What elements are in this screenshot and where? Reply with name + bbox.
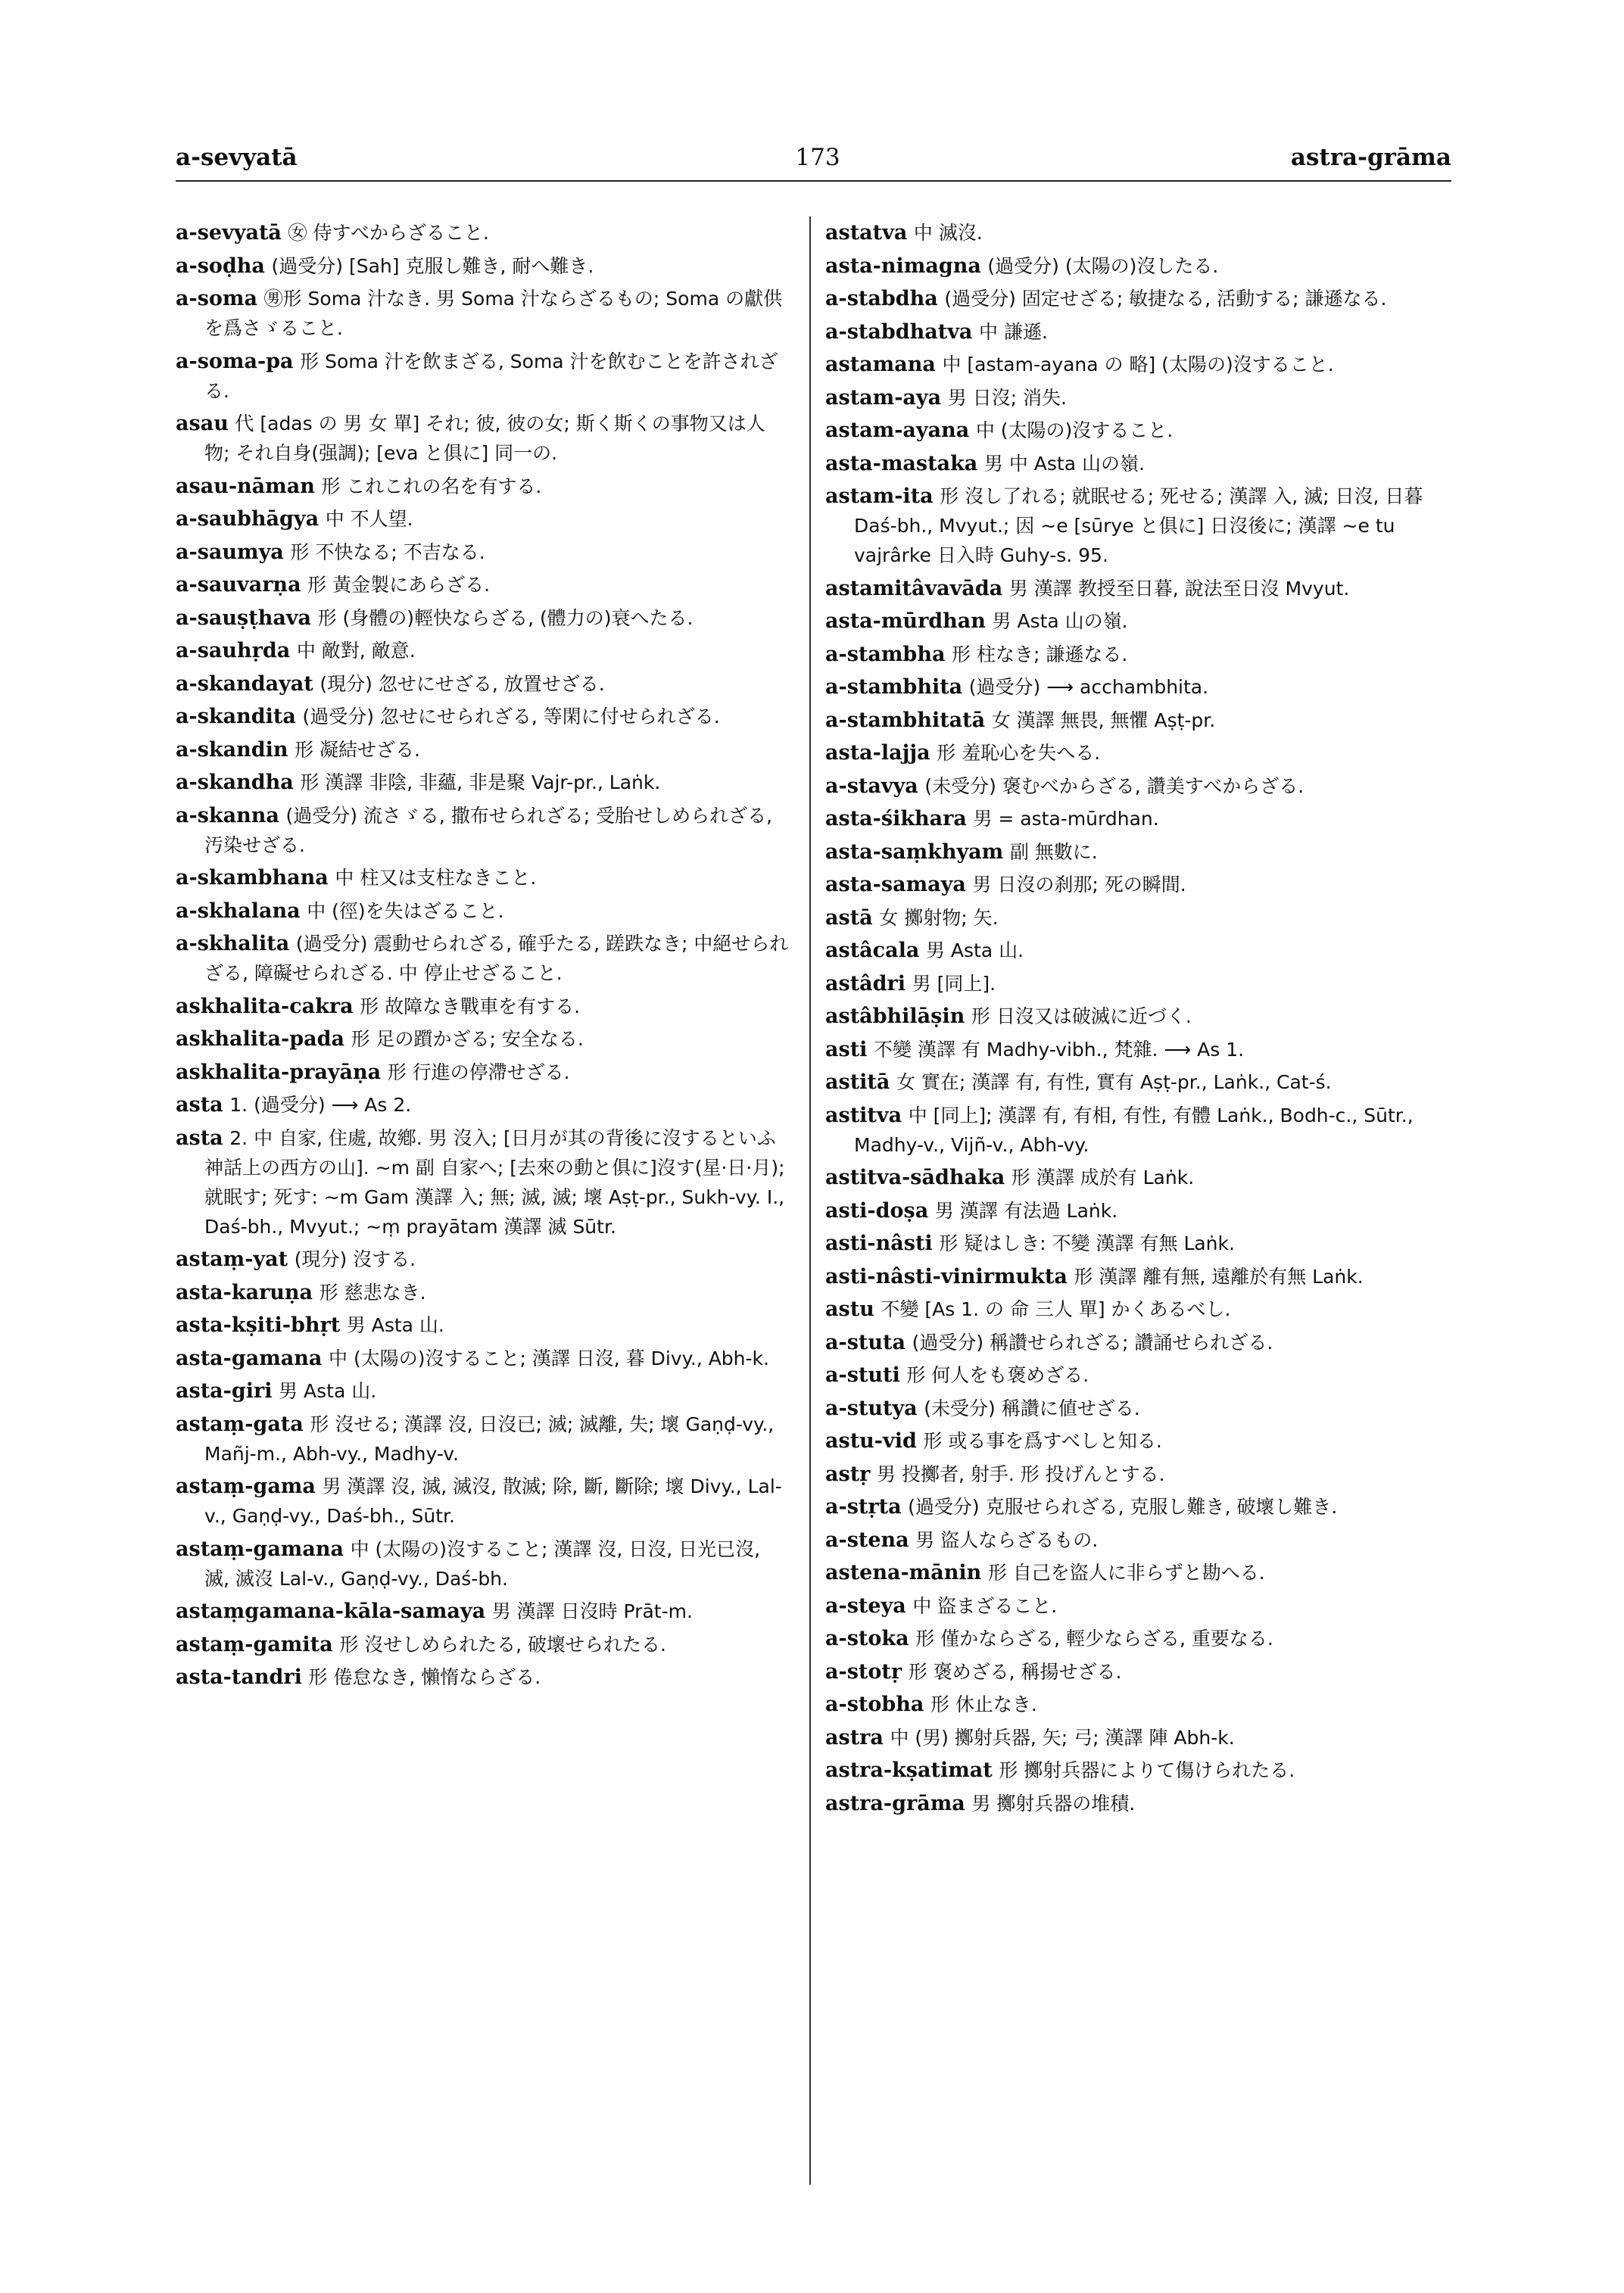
- entry-definition: 女 擲射物; 矢.: [879, 906, 999, 929]
- left-column: [176, 218, 789, 1696]
- entry-definition: 男 Asta 山の嶺.: [992, 610, 1128, 632]
- dictionary-entry: [825, 1229, 1448, 1258]
- entry-headword: astitva-sādhaka: [825, 1166, 1005, 1189]
- dictionary-entry: [825, 1789, 1448, 1818]
- entry-headword: a-stṛta: [825, 1495, 902, 1519]
- entry-definition: 形 足の躓かざる; 安全なる.: [351, 1028, 584, 1050]
- entry-headword: a-skanna: [176, 803, 279, 827]
- dictionary-entry: [176, 896, 789, 926]
- entry-headword: a-skhalana: [176, 899, 301, 923]
- entry-definition: ㊛ 侍すべからざること.: [288, 222, 489, 244]
- dictionary-entry: [825, 1035, 1448, 1064]
- entry-headword: a-soma: [176, 287, 257, 310]
- entry-definition: 形 柱なき; 謙遜なる.: [952, 643, 1128, 665]
- dictionary-entry: [176, 570, 789, 600]
- entry-definition: 中 柱又は支柱なきこと.: [335, 867, 537, 889]
- entry-definition: (過受分) 震動せられざる, 確乎たる, 蹉跌なき; 中絕せられざる, 障礙せられざる. 中 停止せざること.: [204, 933, 789, 984]
- dictionary-entry: [176, 1123, 789, 1242]
- entry-definition: 中 不人望.: [325, 508, 413, 530]
- dictionary-entry: [176, 347, 789, 406]
- entry-definition: 男 漢譯 日沒時 Prāt-m.: [491, 1600, 693, 1622]
- entry-definition: 形 これこれの名を有する.: [321, 475, 542, 497]
- entry-headword: a-soḍha: [176, 254, 265, 278]
- entry-definition: 形 沒し了れる; 就眠せる; 死せる; 漢譯 入, 滅; 日沒, 日暮 Daś-bh., Mvyut.; 因 ∼e [sūrye と俱に] 日沒後に; 漢譯 ∼e tu vajrârke 日入時 Guhy-s. 95.: [854, 485, 1423, 566]
- entry-headword: a-stutya: [825, 1396, 918, 1420]
- dictionary-entry: [825, 1262, 1448, 1291]
- entry-definition: 男 漢譯 沒, 滅, 滅沒, 散滅; 除, 斷, 斷除; 壞 Divy., Lal-v., Gaṇḍ-vy., Daś-bh., Sūtr.: [204, 1475, 782, 1527]
- dictionary-entry: [176, 1376, 789, 1406]
- entry-headword: askhalita-cakra: [176, 994, 354, 1018]
- entry-headword: a-stuta: [825, 1330, 906, 1354]
- entry-headword: astamana: [825, 353, 936, 376]
- entry-definition: 形 自己を盜人に非らずと勘へる.: [987, 1562, 1265, 1584]
- entry-definition: 不變 [As 1. の 命 三人 單] かくあるべし.: [881, 1298, 1231, 1320]
- page-number: 173: [795, 144, 840, 171]
- entry-headword: asta-tandri: [176, 1665, 302, 1689]
- dictionary-entry: [176, 603, 789, 633]
- entry-headword: a-skambhana: [176, 866, 329, 889]
- dictionary-entry: [176, 251, 789, 281]
- entry-headword: a-stuti: [825, 1363, 900, 1387]
- entry-headword: astra-grāma: [825, 1791, 965, 1815]
- entry-definition: 代 [adas の 男 女 單] それ; 彼, 彼の女; 斯く斯くの事物又は人物; それ自身(强調); [eva と俱に] 同一の.: [204, 413, 765, 464]
- dictionary-entry: [825, 672, 1448, 702]
- entry-definition: (過受分) 固定せざる; 敏捷なる, 活動する; 謙遜なる.: [944, 288, 1387, 310]
- dictionary-entry: [176, 1245, 789, 1274]
- dictionary-entry: [825, 1558, 1448, 1587]
- entry-definition: 形 不快なる; 不吉なる.: [290, 541, 485, 563]
- entry-definition: 形 休止なき.: [930, 1693, 1037, 1715]
- dictionary-entry: [825, 1460, 1448, 1489]
- entry-headword: astam-ita: [825, 484, 934, 508]
- dictionary-entry: [176, 1597, 789, 1626]
- entry-headword: asta-śikhara: [825, 807, 967, 830]
- entry-definition: (未受分) 稱讚に値せざる.: [924, 1397, 1140, 1419]
- entry-headword: astatva: [825, 221, 908, 245]
- entry-definition: 中 滅沒.: [913, 222, 983, 244]
- entry-headword: astaṃ-gama: [176, 1475, 316, 1498]
- dictionary-entry: [176, 768, 789, 797]
- entry-definition: (現分) 沒する.: [294, 1248, 416, 1270]
- dictionary-entry: [825, 1591, 1448, 1621]
- dictionary-entry: [176, 702, 789, 731]
- dictionary-entry: [825, 969, 1448, 999]
- dictionary-entry: [176, 1410, 789, 1469]
- entry-headword: astâbhilāṣin: [825, 1005, 965, 1028]
- dictionary-entry: [825, 251, 1448, 281]
- dictionary-entry: [825, 804, 1448, 833]
- dictionary-entry: [825, 350, 1448, 379]
- dictionary-entry: [825, 606, 1448, 636]
- entry-definition: (過受分) ⟶ acchambhita.: [968, 676, 1209, 698]
- entry-headword: asta-karuṇa: [176, 1280, 313, 1304]
- entry-headword: a-skhalita: [176, 932, 290, 955]
- header-rule: [176, 180, 1451, 182]
- dictionary-entry: [176, 1058, 789, 1087]
- entry-headword: a-sauṣṭhava: [176, 606, 312, 630]
- dictionary-entry: [825, 1690, 1448, 1719]
- entry-definition: (未受分) 褒むべからざる, 讚美すべからざる.: [924, 774, 1304, 797]
- dictionary-entry: [825, 284, 1448, 313]
- entry-definition: 中 (男) 擲射兵器, 矢; 弓; 漢譯 陣 Abh-k.: [890, 1726, 1235, 1749]
- entry-headword: asta-mūrdhan: [825, 609, 986, 633]
- entry-definition: 形 漢譯 離有無, 遠離於有無 Laṅk.: [1074, 1265, 1364, 1288]
- entry-headword: a-stambhitatā: [825, 708, 986, 732]
- entry-definition: 男 擲射兵器の堆積.: [971, 1792, 1136, 1815]
- entry-definition: 男 投擲者, 射手. 形 投げんとする.: [877, 1463, 1165, 1485]
- dictionary-entry: [176, 1090, 789, 1120]
- entry-definition: 形 褒めざる, 稱揚せざる.: [908, 1660, 1122, 1683]
- entry-headword: asti-nâsti-vinirmukta: [825, 1264, 1068, 1288]
- entry-headword: a-stoka: [825, 1627, 909, 1650]
- dictionary-entry: [176, 801, 789, 860]
- running-head-left: a-sevyatā: [176, 144, 298, 171]
- entry-definition: 男 = asta-mūrdhan.: [973, 808, 1159, 830]
- entry-headword: asta-lajja: [825, 741, 930, 765]
- dictionary-entry: [176, 1278, 789, 1307]
- entry-definition: 2. 中 自家, 住處, 故鄕. 男 沒入; [日月が其の背後に沒するといふ神話上の西方の山]. ∼m 副 自家へ; [去來の動と俱に]沒す(星·日·月); 就眠す; 死す: ∼m Gam 漢譯 入; 無; 滅, 滅; 壞 Aṣṭ-pr., Sukh-vy. I., Daś-bh., Mvyut.; ∼ṃ prayātam 漢譯 滅 Sūtr.: [204, 1126, 785, 1238]
- entry-definition: 形 行進の停滯せざる.: [387, 1061, 570, 1083]
- dictionary-entry: [176, 1662, 789, 1692]
- entry-definition: 男 中 Asta 山の嶺.: [983, 452, 1145, 475]
- entry-definition: 中 盜まざること.: [912, 1594, 1058, 1617]
- entry-definition: 形 (身體の)輕快ならざる, (體力の)衰へたる.: [317, 606, 694, 629]
- dictionary-entry: [825, 903, 1448, 933]
- entry-headword: a-sauvarṇa: [176, 573, 301, 597]
- entry-headword: a-stabdhatva: [825, 319, 973, 344]
- entry-headword: astamitâvavāda: [825, 576, 1003, 600]
- column-divider: [809, 217, 811, 2185]
- entry-definition: 中 [astam-ayana の 略] (太陽の)沒すること.: [942, 354, 1334, 375]
- entry-headword: astitā: [825, 1070, 890, 1094]
- entry-definition: 男 漢譯 有法過 Laṅk.: [934, 1199, 1118, 1222]
- entry-headword: askhalita-pada: [176, 1027, 344, 1051]
- entry-headword: asti-nâsti: [825, 1232, 933, 1255]
- entry-definition: 形 故障なき戰車を有する.: [360, 995, 581, 1017]
- entry-headword: astaṃ-gamita: [176, 1632, 333, 1656]
- entry-definition: 1. (過受分) ⟶ As 2.: [229, 1094, 412, 1116]
- dictionary-entry: [825, 1294, 1448, 1324]
- right-column: [825, 218, 1448, 1821]
- dictionary-entry: [176, 537, 789, 567]
- entry-definition: 形 Soma 汁を飲まざる, Soma 汁を飲むことを許されざる.: [204, 350, 778, 402]
- entry-definition: (過受分) 流さゞる, 撒布せられざる; 受胎せしめられざる, 汚染せざる.: [204, 804, 773, 856]
- entry-headword: astaṃ-gata: [176, 1412, 304, 1436]
- entry-definition: 男 [同上].: [912, 972, 996, 995]
- dictionary-entry: [176, 218, 789, 248]
- dictionary-entry: [176, 735, 789, 765]
- dictionary-entry: [176, 1534, 789, 1594]
- dictionary-entry: [176, 992, 789, 1021]
- entry-headword: astu: [825, 1298, 874, 1321]
- entry-headword: astaṃgamana-kāla-samaya: [176, 1600, 486, 1623]
- dictionary-entry: [176, 1344, 789, 1373]
- dictionary-entry: [825, 1196, 1448, 1226]
- entry-headword: asta-gamana: [176, 1346, 323, 1370]
- dictionary-entry: [825, 1624, 1448, 1653]
- entry-headword: astaṃ-gamana: [176, 1537, 344, 1561]
- dictionary-entry: [176, 409, 789, 468]
- entry-definition: 形 疑はしき: 不變 漢譯 有無 Laṅk.: [939, 1232, 1235, 1254]
- dictionary-entry: [176, 284, 789, 343]
- entry-definition: 中 (太陽の)沒すること; 漢譯 沒, 日沒, 日光已沒, 滅, 滅沒 Lal-v., Gaṇḍ-vy., Daś-bh.: [204, 1537, 761, 1590]
- entry-definition: 男 日沒の刹那; 死の瞬間.: [972, 874, 1186, 896]
- entry-headword: a-stambha: [825, 642, 946, 666]
- dictionary-entry: [825, 1163, 1448, 1192]
- entry-headword: asti-doṣa: [825, 1198, 929, 1223]
- dictionary-entry: [825, 1360, 1448, 1390]
- dictionary-entry: [825, 383, 1448, 413]
- dictionary-entry: [825, 1756, 1448, 1785]
- entry-headword: askhalita-prayāṇa: [176, 1060, 382, 1084]
- dictionary-entry: [825, 640, 1448, 669]
- entry-definition: 形 擲射兵器によりて傷けられたる.: [999, 1759, 1295, 1781]
- dictionary-entry: [825, 449, 1448, 478]
- entry-headword: asau-nāman: [176, 474, 315, 498]
- entry-headword: a-sauhṛda: [176, 639, 291, 662]
- entry-headword: a-stambhita: [825, 675, 963, 699]
- entry-definition: 形 何人をも褒めざる.: [906, 1364, 1089, 1386]
- dictionary-entry: [825, 416, 1448, 445]
- entry-definition: 男 漢譯 教授至日暮, 說法至日沒 Mvyut.: [1008, 577, 1350, 600]
- dictionary-entry: [825, 574, 1448, 603]
- dictionary-entry: [825, 1657, 1448, 1687]
- entry-definition: 形 沒せしめられたる, 破壞せられたる.: [339, 1633, 666, 1656]
- entry-headword: astra-kṣatimat: [825, 1759, 993, 1782]
- dictionary-entry: [176, 1472, 789, 1531]
- entry-definition: (過受分) [Sah] 克服し難き, 耐へ難き.: [271, 254, 594, 277]
- entry-definition: 不變 漢譯 有 Madhy-vibh., 梵雜. ⟶ As 1.: [874, 1038, 1245, 1061]
- entry-headword: asta: [176, 1093, 223, 1117]
- entry-definition: 形 凝結せざる.: [295, 738, 420, 761]
- entry-headword: a-stavya: [825, 774, 918, 798]
- dictionary-entry: [825, 1525, 1448, 1555]
- entry-definition: 男 Asta 山.: [925, 939, 1024, 961]
- entry-definition: 女 漢譯 無畏, 無懼 Aṣṭ-pr.: [991, 709, 1216, 731]
- dictionary-entry: [825, 771, 1448, 801]
- dictionary-entry: [176, 929, 789, 988]
- entry-definition: 中 (太陽の)沒すること.: [975, 419, 1174, 441]
- entry-headword: a-skandayat: [176, 671, 313, 696]
- entry-definition: (過受分) 忽せにせられざる, 等閑に付せられざる.: [302, 706, 720, 727]
- entry-definition: 形 或る事を爲すべしと知る.: [923, 1430, 1162, 1452]
- dictionary-entry: [176, 472, 789, 501]
- entry-headword: astu-vid: [825, 1429, 917, 1453]
- dictionary-entry: [176, 1310, 789, 1340]
- entry-headword: asta-saṃkhyam: [825, 840, 1004, 864]
- dictionary-entry: [176, 669, 789, 699]
- dictionary-entry: [176, 636, 789, 665]
- entry-headword: a-steya: [825, 1594, 906, 1618]
- entry-definition: 女 實在; 漢譯 有, 有性, 實有 Aṣṭ-pr., Laṅk., Cat-ś.: [896, 1071, 1332, 1093]
- entry-definition: 副 無數に.: [1009, 840, 1098, 863]
- dictionary-entry: [176, 1024, 789, 1054]
- entry-definition: 形 日沒又は破滅に近づく.: [971, 1005, 1192, 1027]
- entry-headword: a-stotṛ: [825, 1659, 902, 1684]
- entry-headword: a-skandin: [176, 737, 288, 762]
- entry-headword: asta-nimagna: [825, 254, 981, 278]
- entry-headword: a-stena: [825, 1528, 909, 1552]
- entry-definition: 男 盜人ならざるもの.: [915, 1528, 1099, 1551]
- entry-headword: asta-mastaka: [825, 451, 978, 475]
- entry-headword: a-skandha: [176, 771, 294, 794]
- entry-headword: a-skandita: [176, 705, 296, 728]
- dictionary-entry: [825, 706, 1448, 735]
- entry-headword: asta-kṣiti-bhṛt: [176, 1313, 341, 1337]
- entry-definition: 中 (太陽の)沒すること; 漢譯 日沒, 暮 Divy., Abh-k.: [329, 1347, 769, 1369]
- dictionary-entry: [825, 1426, 1448, 1456]
- entry-definition: (過受分) 克服せられざる, 克服し難き, 破壞し難き.: [908, 1496, 1338, 1518]
- entry-definition: 形 慈悲なき.: [319, 1281, 426, 1304]
- entry-definition: 中 (徑)を失はざること.: [307, 899, 504, 922]
- entry-headword: asta-samaya: [825, 873, 966, 896]
- entry-definition: 形 漢譯 成於有 Laṅk.: [1011, 1167, 1195, 1189]
- entry-definition: 形 漢譯 非陰, 非蘊, 非是聚 Vajr-pr., Laṅk.: [300, 771, 661, 793]
- entry-headword: a-soma-pa: [176, 349, 294, 373]
- entry-definition: (過受分) 稱讚せられざる; 讚誦せられざる.: [912, 1331, 1273, 1354]
- running-head-right: astra-grāma: [1290, 144, 1451, 171]
- entry-definition: 男 日沒; 消失.: [947, 386, 1067, 409]
- dictionary-entry: [825, 481, 1448, 570]
- entry-headword: astena-mānin: [825, 1561, 982, 1584]
- dictionary-entry: [825, 1067, 1448, 1097]
- dictionary-entry: [825, 218, 1448, 248]
- entry-headword: astaṃ-yat: [176, 1248, 288, 1271]
- entry-headword: astâdri: [825, 971, 906, 995]
- entry-headword: asta: [176, 1126, 223, 1150]
- entry-definition: 中 敵對, 敵意.: [296, 640, 416, 662]
- entry-headword: astâcala: [825, 939, 920, 962]
- dictionary-entry: [825, 870, 1448, 899]
- dictionary-entry: [825, 837, 1448, 867]
- entry-definition: 形 沒せる; 漢譯 沒, 日沒已; 滅; 滅離, 失; 壞 Gaṇḍ-vy., Mañj-m., Abh-vy., Madhy-v.: [204, 1413, 775, 1465]
- dictionary-entry: [176, 504, 789, 534]
- dictionary-entry: [825, 1101, 1448, 1160]
- entry-definition: 形 僅かならざる, 輕少ならざる, 重要なる.: [915, 1628, 1273, 1650]
- entry-headword: a-saubhāgya: [176, 507, 320, 531]
- entry-headword: a-stabdha: [825, 287, 938, 310]
- entry-headword: astam-ayana: [825, 419, 970, 442]
- dictionary-entry: [825, 936, 1448, 965]
- dictionary-entry: [825, 317, 1448, 347]
- entry-definition: 形 黃金製にあらざる.: [307, 574, 491, 596]
- entry-headword: astitva: [825, 1103, 902, 1127]
- dictionary-entry: [825, 1328, 1448, 1357]
- dictionary-entry: [176, 1630, 789, 1659]
- entry-headword: astam-aya: [825, 385, 942, 410]
- dictionary-entry: [825, 1002, 1448, 1031]
- entry-definition: 中 [同上]; 漢譯 有, 有相, 有性, 有體 Laṅk., Bodh-c., Sūtr., Madhy-v., Vijñ-v., Abh-vy.: [854, 1104, 1414, 1156]
- dictionary-entry: [176, 863, 789, 893]
- entry-headword: asta-giri: [176, 1379, 273, 1403]
- entry-headword: a-stobha: [825, 1693, 924, 1716]
- entry-definition: 男 Asta 山.: [346, 1314, 444, 1336]
- entry-headword: a-saumya: [176, 540, 284, 564]
- entry-headword: astṛ: [825, 1462, 871, 1486]
- dictionary-entry: [825, 1492, 1448, 1522]
- entry-definition: 男 Asta 山.: [279, 1380, 377, 1402]
- entry-definition: 中 謙遜.: [979, 320, 1048, 343]
- entry-definition: (過受分) (太陽の)沒したる.: [987, 254, 1219, 277]
- entry-headword: a-sevyatā: [176, 221, 282, 245]
- dictionary-entry: [825, 1394, 1448, 1423]
- entry-definition: (現分) 忽せにせざる, 放置せざる.: [320, 672, 605, 695]
- entry-definition: ㊚形 Soma 汁なき. 男 Soma 汁ならざるもの; Soma の獻供を爲さゞること.: [204, 288, 783, 339]
- dictionary-entry: [825, 738, 1448, 768]
- entry-definition: 形 倦怠なき, 懶惰ならざる.: [308, 1666, 541, 1688]
- entry-headword: asau: [176, 412, 229, 435]
- entry-headword: astā: [825, 905, 873, 930]
- entry-definition: 形 羞恥心を失へる.: [937, 742, 1101, 764]
- entry-headword: astra: [825, 1725, 884, 1749]
- entry-headword: asti: [825, 1037, 868, 1061]
- dictionary-entry: [825, 1723, 1448, 1752]
